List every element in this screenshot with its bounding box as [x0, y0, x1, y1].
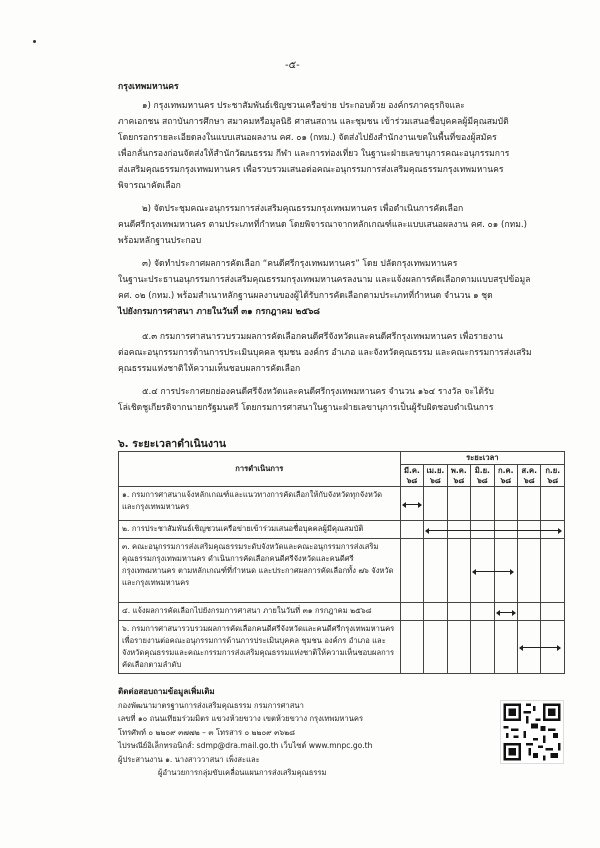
- paragraph-line: โล่เชิดชูเกียรติจากนายกรัฐมนตรี โดยกรมการศาสนาในฐานะฝ่ายเลขานุการเป็นผู้รับผิดชอบดำเนินการ: [118, 403, 494, 413]
- qr-code-icon: [500, 700, 564, 764]
- section-title: กรุงเทพมหานคร: [118, 82, 179, 92]
- activity-header: การดำเนินการ: [119, 452, 401, 487]
- paragraph-line: คุณธรรมแห่งชาติให้ความเห็นชอบผลการคัดเลือก: [118, 364, 301, 374]
- period-arrow: [403, 504, 421, 505]
- timeline-row: ๑. กรมการศาสนาแจ้งหลักเกณฑ์และแนวทางการคัดเลือกให้กับจังหวัดทุกจังหวัด และกรุงเทพมหานคร: [119, 487, 401, 521]
- month-header: เม.ย. ๖๘: [424, 465, 447, 487]
- paragraph-line: ๕.๓ กรมการศาสนารวบรวมผลการคัดเลือกคนดีศรีจังหวัดและคนดีศรีกรุงเทพมหานคร เพื่อรายงาน: [142, 332, 503, 342]
- period-header: ระยะเวลา: [400, 452, 564, 465]
- paragraph-line: ๕.๔ การประกาศยกย่องคนดีศรีจังหวัดและคนดีศรีกรุงเทพมหานคร จำนวน ๑๖๔ รางวัล จะได้รับ: [142, 387, 494, 397]
- contact-line: ผู้อำนวยการกลุ่มขับเคลื่อนแผนการส่งเสริมคุณธรรม: [158, 768, 327, 777]
- timeline-table: [118, 451, 565, 674]
- period-arrow: [426, 530, 561, 531]
- paragraph-line: ไปยังกรมการศาสนา ภายในวันที่ ๓๑ กรกฎาคม ๒๕๖๘: [118, 307, 320, 317]
- contact-title: ติดต่อสอบถามข้อมูลเพิ่มเติม: [118, 687, 215, 696]
- paragraph-line: ๒) จัดประชุมคณะอนุกรรมการส่งเสริมคุณธรรมกรุงเทพมหานคร เพื่อดำเนินการคัดเลือก: [142, 204, 464, 214]
- paragraph-line: เพื่อกลั่นกรองก่อนจัดส่งให้สำนักวัฒนธรรม กีฬา และการท่องเที่ยว ในฐานะฝ่ายเลขานุการคณะอนุกรรมการ: [118, 149, 510, 159]
- paragraph-line: โดยกรอกรายละเอียดลงในแบบเสนอผลงาน คศ. ๐๑ (กทม.) จัดส่งไปยังสำนักงานเขตในพื้นที่ของผู้สมัคร: [118, 133, 497, 143]
- paragraph-line: คศ. ๐๒ (กทม.) พร้อมสำเนาหลักฐานผลงานของผู้ได้รับการคัดเลือกตามประเภทที่กำหนด จำนวน ๑ ชุด: [118, 291, 493, 301]
- month-header: ก.ย. ๖๘: [541, 465, 565, 487]
- contact-line: โทรศัพท์ ๐ ๒๒๐๙ ๓๗๗๒ – ๓ โทรสาร ๐ ๒๒๐๙ ๓๖๒๘: [118, 727, 296, 737]
- paragraph-line: พิจารณาคัดเลือก: [118, 181, 181, 191]
- scan-dot: [33, 40, 36, 43]
- paragraph-line: ในฐานะประธานอนุกรรมการส่งเสริมคุณธรรมกรุงเทพมหานครลงนาม และแจ้งผลการคัดเลือกตามแบบสรุปข้อมูล: [118, 275, 531, 285]
- period-arrow: [520, 647, 560, 648]
- month-header: ส.ค. ๖๘: [518, 465, 541, 487]
- period-arrow: [497, 612, 515, 613]
- contact-line: เลขที่ ๑๐ ถนนเทียมร่วมมิตร แขวงห้วยขวาง เขตห้วยขวาง กรุงเทพมหานคร: [118, 714, 364, 723]
- timeline-row: ๓. คณะอนุกรรมการส่งเสริมคุณธรรมระดับจังหวัดและคณะอนุกรรมการส่งเสริมคุณธรรมกรุงเทพมหานคร ดำเนินการคัดเลือกคนดีศรีจังหวัดและคนดีศรีกรุงเทพมหานคร ตามหลักเกณฑ์ที่กำหนด และประกาศผลการคัดเลือกทั้ง ๗๖ จังหวัดและกรุงเทพมหานคร: [119, 539, 401, 603]
- timeline-row: ๒. การประชาสัมพันธ์เชิญชวนเครือข่ายเข้าร่วมเสนอชื่อบุคคลผู้มีคุณสมบัติ: [119, 521, 401, 539]
- paragraph-line: ต่อคณะอนุกรรมการด้านการประเมินบุคคล ชุมชน องค์กร อำเภอ และจังหวัดคุณธรรม และคณะกรรมการส่งเสริม: [118, 348, 532, 358]
- month-header: มี.ค. ๖๘: [400, 465, 423, 487]
- timeline-row: ๔. แจ้งผลการคัดเลือกไปยังกรมการศาสนา ภายในวันที่ ๓๑ กรกฎาคม ๒๕๖๘: [119, 603, 401, 621]
- paragraph-line: ๓) จัดทำประกาศผลการคัดเลือก “คนดีศรีกรุงเทพมหานคร” โดย ปลัดกรุงเทพมหานคร: [142, 259, 458, 269]
- month-header: พ.ค. ๖๘: [447, 465, 470, 487]
- timeline-row: ๖. กรมการศาสนารวบรวมผลการคัดเลือกคนดีศรีจังหวัดและคนดีศรีกรุงเทพมหานคร เพื่อรายงานต่อคณะอนุกรรมการด้านการประเมินบุคคล ชุมชน องค์กร อำเภอ และจังหวัดคุณธรรมและคณะกรรมการส่งเสริมคุณธรรมแห่งชาติให้ความเห็นชอบผลการคัดเลือกตามลำดับ: [119, 621, 401, 674]
- paragraph-line: ส่งเสริมคุณธรรมกรุงเทพมหานคร เพื่อรวบรวมเสนอต่อคณะอนุกรรมการส่งเสริมคุณธรรมกรุงเทพมหานคร: [118, 165, 504, 175]
- paragraph-line: พร้อมหลักฐานประกอบ: [118, 236, 202, 246]
- month-header: มิ.ย. ๖๘: [471, 465, 494, 487]
- contact-line: ผู้ประสานงาน ๑. นางสาววาสนา เพ็งสะและ: [118, 754, 260, 764]
- month-header: ก.ค. ๖๘: [494, 465, 517, 487]
- paragraph-line: ๑) กรุงเทพมหานคร ประชาสัมพันธ์เชิญชวนเครือข่าย ประกอบด้วย องค์กรภาคธุรกิจและ: [142, 101, 465, 111]
- contact-line: ไปรษณีย์อิเล็กทรอนิกส์: sdmp@dra.mail.go.th เว็บไซต์ www.mnpc.go.th: [118, 741, 373, 750]
- paragraph-line: คนดีศรีกรุงเทพมหานคร ตามประเภทที่กำหนด โดยพิจารณาจากหลักเกณฑ์และแบบเสนอผลงาน คศ. ๐๑ (กทม.): [118, 220, 527, 230]
- contact-line: กองพัฒนามาตรฐานการส่งเสริมคุณธรรม กรมการศาสนา: [118, 700, 304, 710]
- period-arrow: [473, 571, 513, 572]
- paragraph-line: ภาคเอกชน สถาบันการศึกษา สมาคมหรือมูลนิธิ ศาสนสถาน และชุมชน เข้าร่วมเสนอชื่อบุคคลผู้มีคุณสมบัติ: [118, 117, 509, 127]
- contact-block: [118, 685, 458, 780]
- page-number: -๕-: [285, 60, 300, 71]
- timeline-heading: ๖. ระยะเวลาดำเนินงาน: [118, 438, 227, 450]
